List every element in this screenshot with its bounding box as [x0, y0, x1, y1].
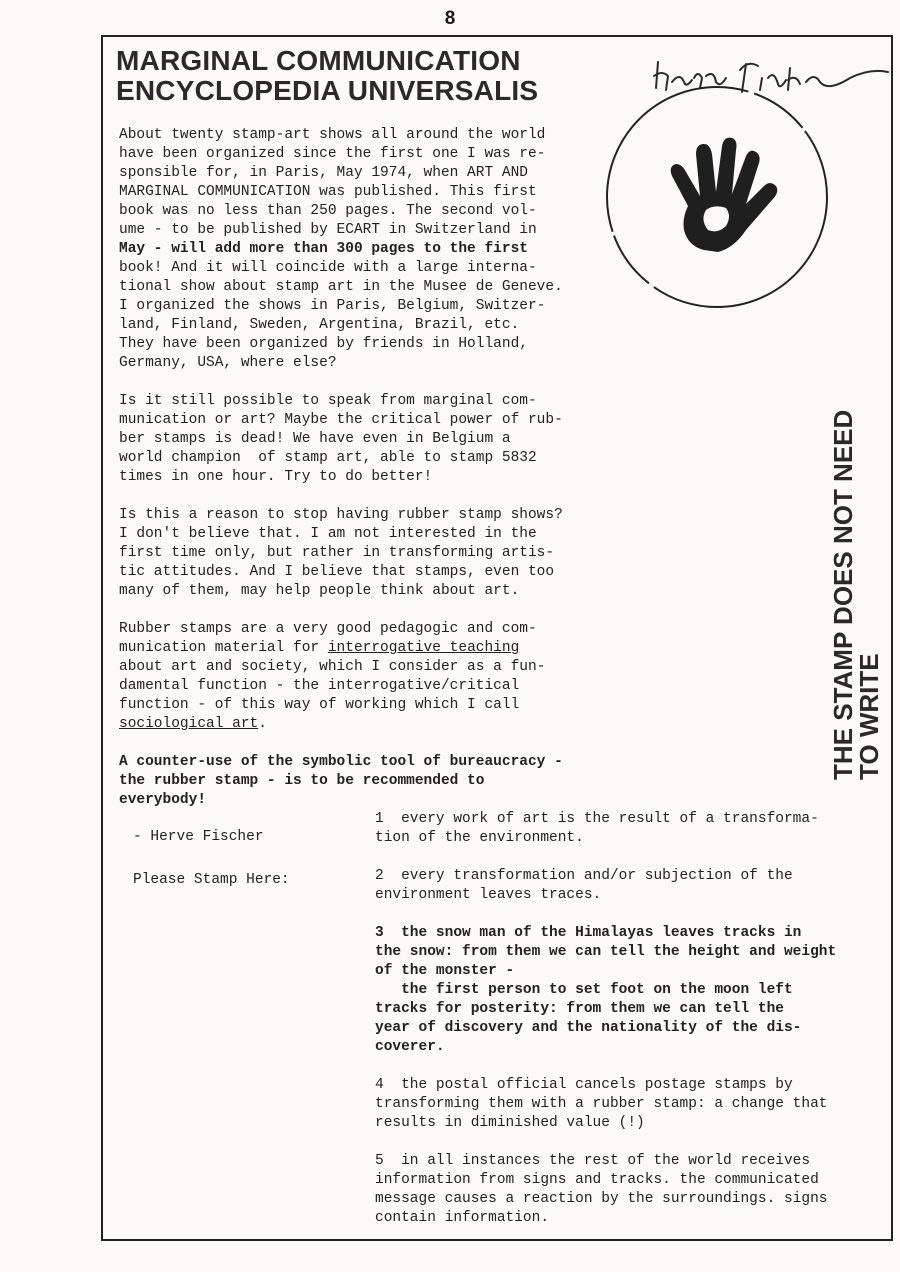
- vertical-slogan-line-1: THE STAMP DOES NOT NEED: [828, 409, 858, 780]
- thesis-4: 4 the postal official cancels postage stamps by transforming them with a rubber stamp: a change that results in diminished value (!): [375, 1077, 828, 1131]
- thesis-5: 5 in all instances the rest of the world receives information from signs and tracks. the communicated message causes a reaction by the surroundings. signs contain information.: [375, 1153, 828, 1226]
- hand-stamp: [600, 80, 834, 314]
- page-number: 8: [444, 8, 456, 29]
- paragraph-4-text: Rubber stamps are a very good pedagogic and com- munication material for: [119, 621, 537, 656]
- paragraph-1-rest: book! And it will coincide with a large interna- tional show about stamp art in the Musee de Geneve. I organized the shows in Paris, Belgium, Switzer- land, Finland, Sweden, Argentina, Brazil, etc. They have been organized by friends in Holland, Germany, USA, where else?: [119, 260, 563, 371]
- thesis-1: 1 every work of art is the result of a transforma- tion of the environment.: [375, 811, 819, 846]
- paragraph-1: [119, 126, 619, 373]
- paragraph-5: A counter-use of the symbolic tool of bureaucracy - the rubber stamp - is to be recommended to everybody!: [119, 754, 563, 808]
- hand-print-icon: [671, 138, 778, 252]
- interrogative-teaching-underline: interrogative teaching: [327, 640, 520, 656]
- paragraph-1-bold: May - will add more than 300 pages to the first: [119, 241, 528, 257]
- title-line-2: ENCYCLOPEDIA UNIVERSALIS: [116, 75, 539, 106]
- vertical-slogan: [830, 380, 886, 780]
- paragraph-4: [119, 620, 619, 734]
- paragraph-1-text: About twenty stamp-art shows all around the world have been organized since the first one I was re- sponsible for, in Paris, May 1974, when ART AND MARGINAL COMMUNICATION was published. This first book was no less than 250 pages. The second vol- ume - to be published by ECART in Switzerland in: [119, 127, 546, 238]
- paragraph-3: Is this a reason to stop having rubber stamp shows? I don't believe that. I am not interested in the first time only, but rather in transforming artis- tic attitudes. And I believe that stamps, even too many of them, may help people think about art.: [119, 507, 563, 599]
- thesis-3: 3 the snow man of the Himalayas leaves tracks in the snow: from them we can tell the height and weight of the monster - the first person to set foot on the moon left tracks for posterity: from them we can tell the year of discovery and the nationality of the dis- coverer.: [375, 925, 837, 1055]
- theses-list: [375, 810, 890, 1247]
- paragraph-2: Is it still possible to speak from marginal com- munication or art? Maybe the critical power of rub- ber stamps is dead! We have even in Belgium a world champion of stamp art, able to stamp 5832 times in one hour. Try to do better!: [119, 393, 563, 485]
- author-name: - Herve Fischer: [133, 829, 264, 845]
- paragraph-4-end: .: [258, 716, 267, 732]
- vertical-slogan-line-2: TO WRITE: [854, 653, 884, 780]
- page-title: [116, 46, 538, 106]
- article-body: [119, 126, 619, 829]
- please-stamp-label: Please Stamp Here:: [133, 872, 290, 888]
- thesis-2: 2 every transformation and/or subjection of the environment leaves traces.: [375, 868, 793, 903]
- sociological-art-underline: sociological art: [119, 716, 259, 732]
- paragraph-4-middle: about art and society, which I consider as a fun- damental function - the interrogative/critical function - of this way of working which I call: [119, 659, 546, 713]
- title-line-1: MARGINAL COMMUNICATION: [116, 45, 521, 76]
